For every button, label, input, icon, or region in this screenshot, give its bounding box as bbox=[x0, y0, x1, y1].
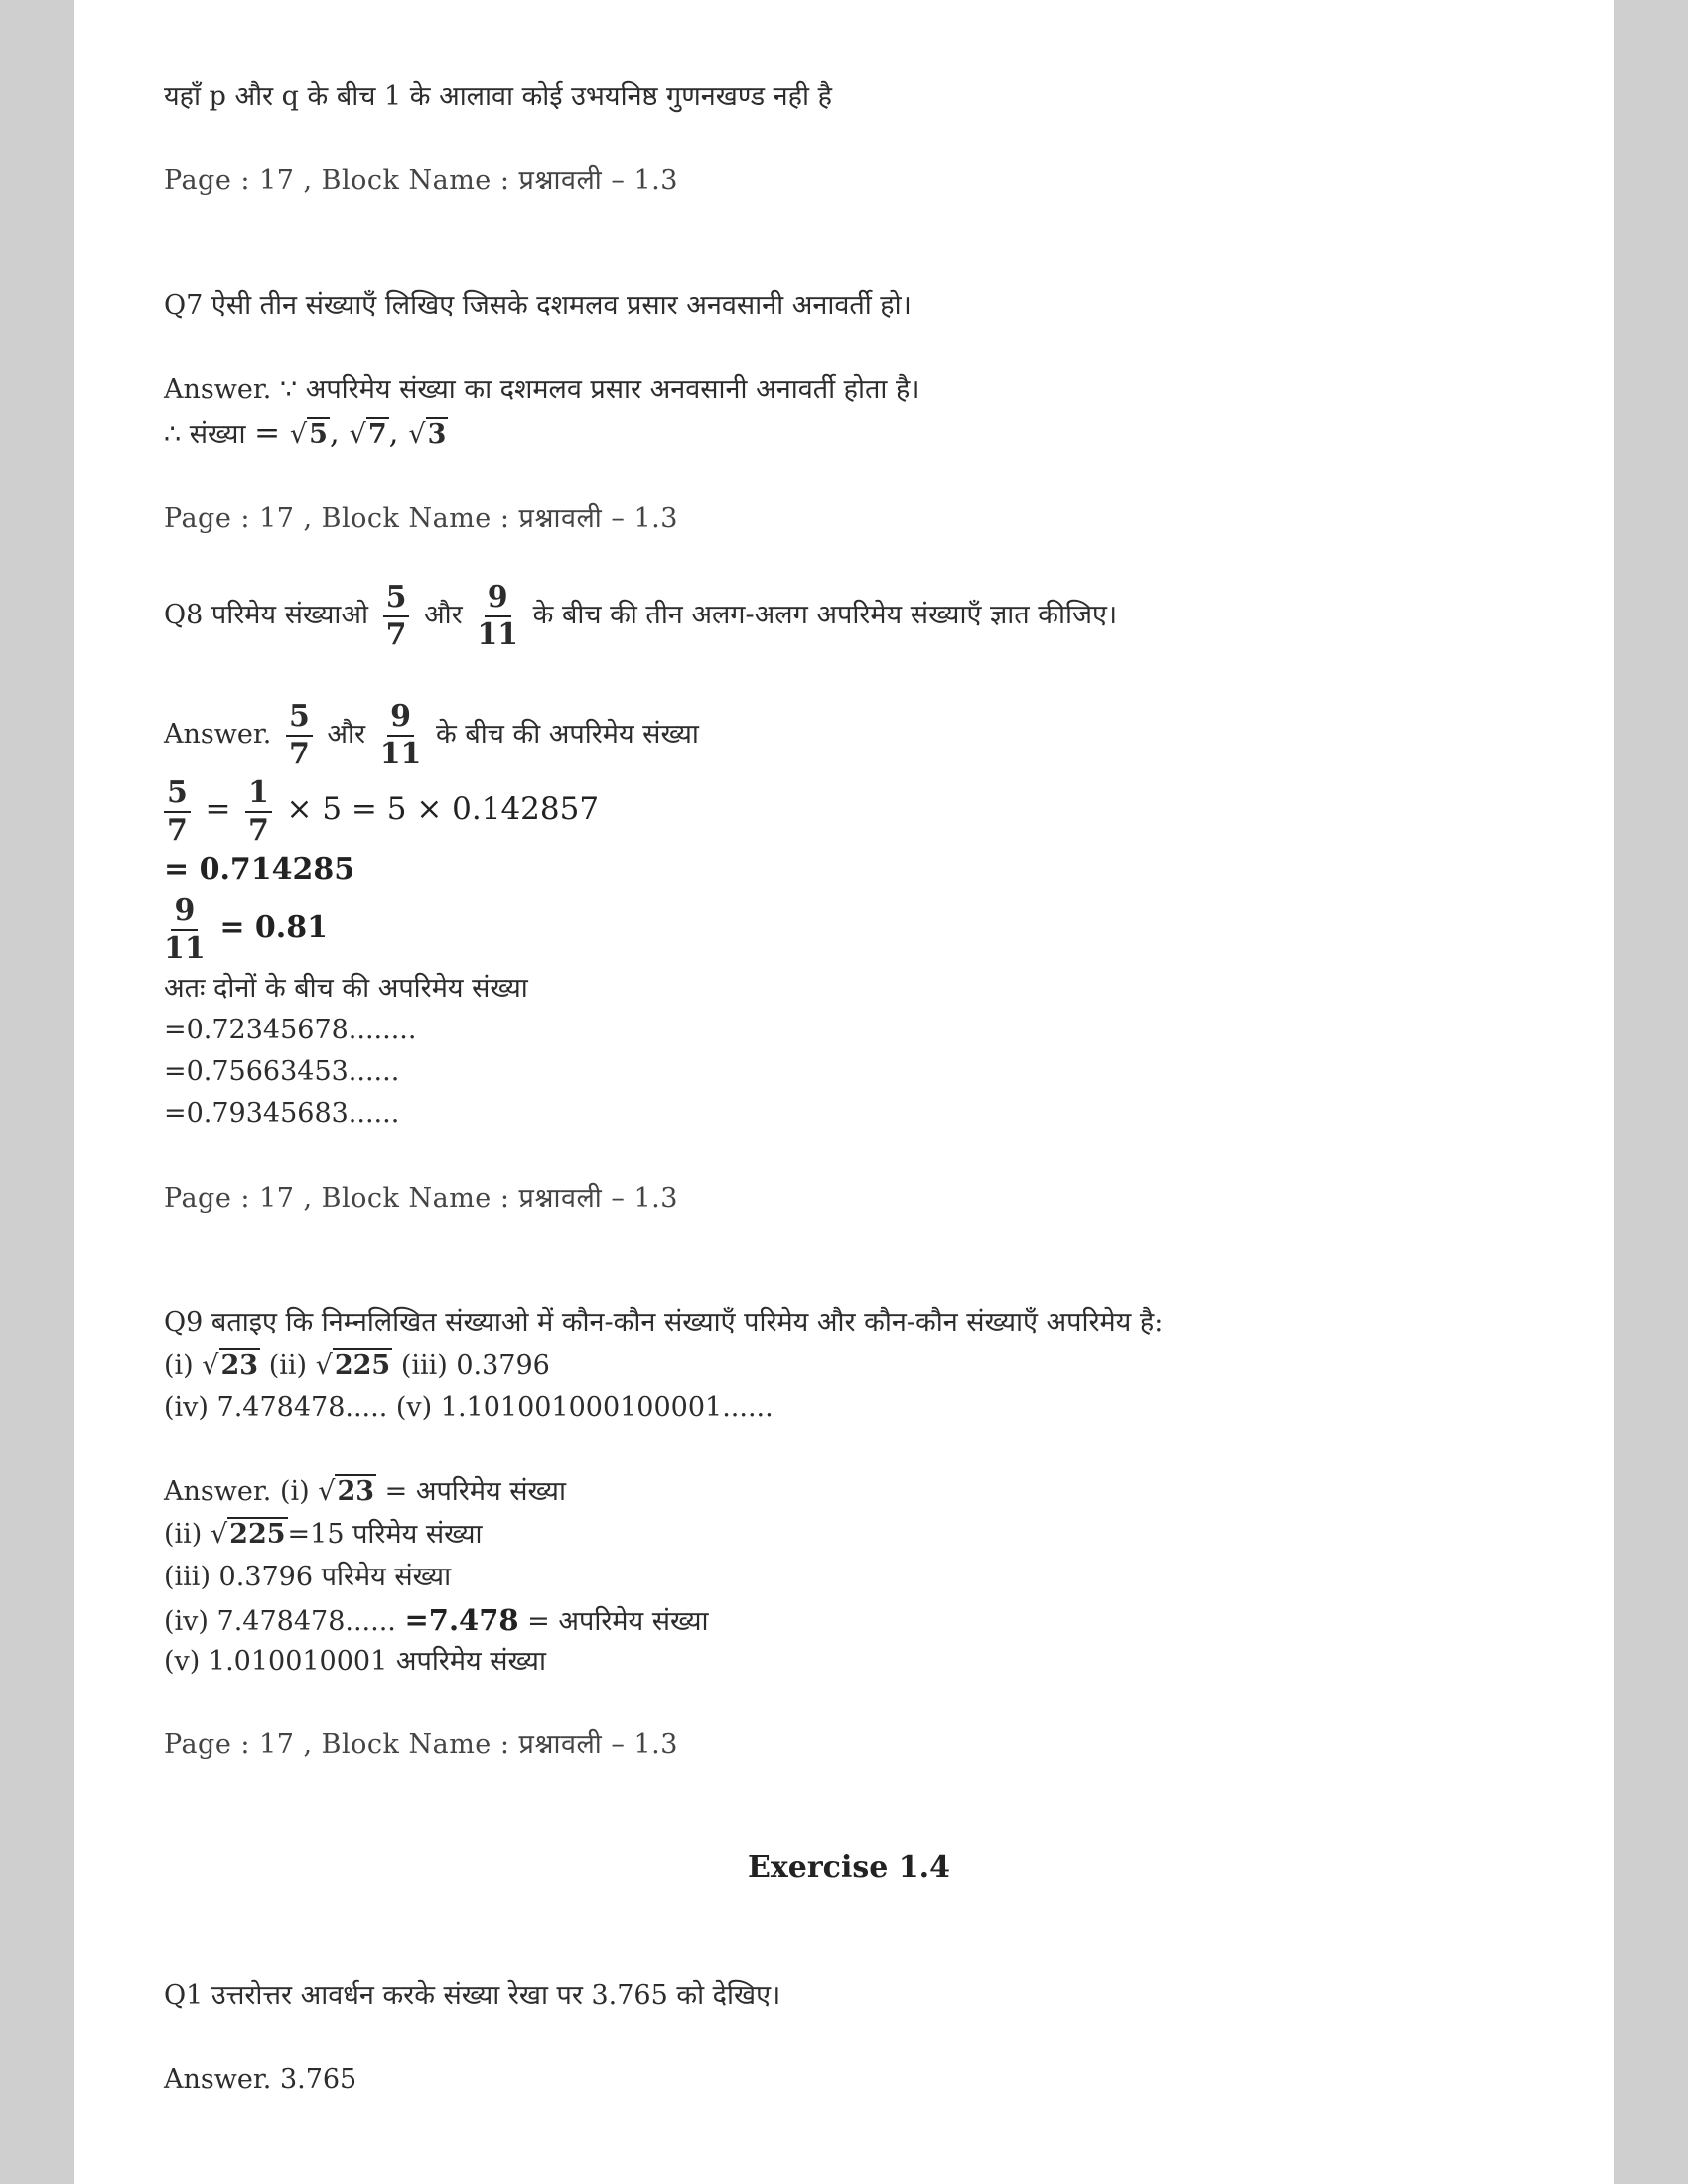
q8-value-1: =0.72345678........ bbox=[164, 1015, 417, 1045]
ex14-answer: Answer. 3.765 bbox=[164, 2064, 357, 2095]
q8-conclusion: अतः दोनों के बीच की अपरिमेय संख्या bbox=[164, 973, 528, 1004]
q7-answer-line1: Answer. ∵ अपरिमेय संख्या का दशमलव प्रसार अनवसानी अनावर्ती होता है। bbox=[164, 374, 920, 405]
sqrt-5: √5 bbox=[289, 419, 328, 450]
ex14-q1: Q1 उत्तरोत्तर आवर्धन करके संख्या रेखा पर 3.765 को देखिए। bbox=[164, 1980, 781, 2011]
q8-step1: $\frac{5}{7}$ = $\frac{1}{7}$ × 5 = 5 × 0.142857 bbox=[158, 769, 599, 851]
q9-answer-ii: (ii) √225=15 परिमेय संख्या bbox=[164, 1519, 483, 1550]
q8-question: Q8 परिमेय संख्याओ $\frac{5}{7}$ और $\frac{9}{11}$ के बीच की तीन अलग-अलग अपरिमेय संख्याएँ ज्ञात कीजिए। bbox=[164, 579, 1118, 652]
q9-items-row1: (i) √23 (ii) √225 (iii) 0.3796 bbox=[164, 1350, 550, 1381]
q9-answer-v: (v) 1.010010001 अपरिमेय संख्या bbox=[164, 1646, 546, 1677]
page-reference: Page : 17 , Block Name : प्रश्नावली – 1.3 bbox=[164, 1729, 678, 1760]
q7-question: Q7 ऐसी तीन संख्याएँ लिखिए जिसके दशमलव प्रसार अनवसानी अनावर्ती हो। bbox=[164, 290, 912, 321]
sqrt-225: √225 bbox=[315, 1350, 391, 1381]
q7-answer-line2: ∴ संख्या = √5, √7, √3 bbox=[164, 415, 447, 451]
page-reference: Page : 17 , Block Name : प्रश्नावली – 1.3 bbox=[164, 1183, 678, 1214]
q8-value-2: =0.75663453...... bbox=[164, 1056, 400, 1087]
q7-answer-prefix: ∴ संख्या bbox=[164, 419, 246, 450]
fraction-5-7: $\frac{5}{7}$ bbox=[383, 580, 410, 653]
document-page bbox=[74, 0, 1614, 2184]
q8-step3: $\frac{9}{11}$ = 0.81 bbox=[164, 892, 328, 966]
q9-answer-iii: (iii) 0.3796 परिमेय संख्या bbox=[164, 1562, 452, 1592]
page-reference: Page : 17 , Block Name : प्रश्नावली – 1.3 bbox=[164, 503, 678, 534]
page-reference: Page : 17 , Block Name : प्रश्नावली – 1.3 bbox=[164, 165, 678, 196]
q9-question: Q9 बताइए कि निम्नलिखित संख्याओ में कौन-कौन संख्याएँ परिमेय और कौन-कौन संख्याएँ अपरिमेय है: bbox=[164, 1307, 1164, 1338]
q9-answer-iv: (iv) 7.478478...... =7.478 = अपरिमेय संख्या bbox=[164, 1603, 709, 1637]
intro-text: यहाँ p और q के बीच 1 के आलावा कोई उभयनिष्ठ गुणनखण्ड नही है bbox=[164, 81, 832, 112]
q8-answer-intro: Answer. $\frac{5}{7}$ और $\frac{9}{11}$ के बीच की अपरिमेय संख्या bbox=[164, 698, 699, 771]
sqrt-7: √7 bbox=[349, 419, 387, 450]
q8-step2: = 0.714285 bbox=[164, 852, 355, 887]
exercise-heading: Exercise 1.4 bbox=[748, 1850, 950, 1885]
q9-answer-i: Answer. (i) √23 = अपरिमेय संख्या bbox=[164, 1476, 566, 1507]
q8-value-3: =0.79345683...... bbox=[164, 1098, 400, 1129]
sqrt-23: √23 bbox=[202, 1350, 259, 1381]
sqrt-3: √3 bbox=[408, 419, 447, 450]
fraction-9-11: $\frac{9}{11}$ bbox=[477, 579, 519, 652]
q9-items-row2: (iv) 7.478478..... (v) 1.101001000100001...... bbox=[164, 1392, 774, 1423]
